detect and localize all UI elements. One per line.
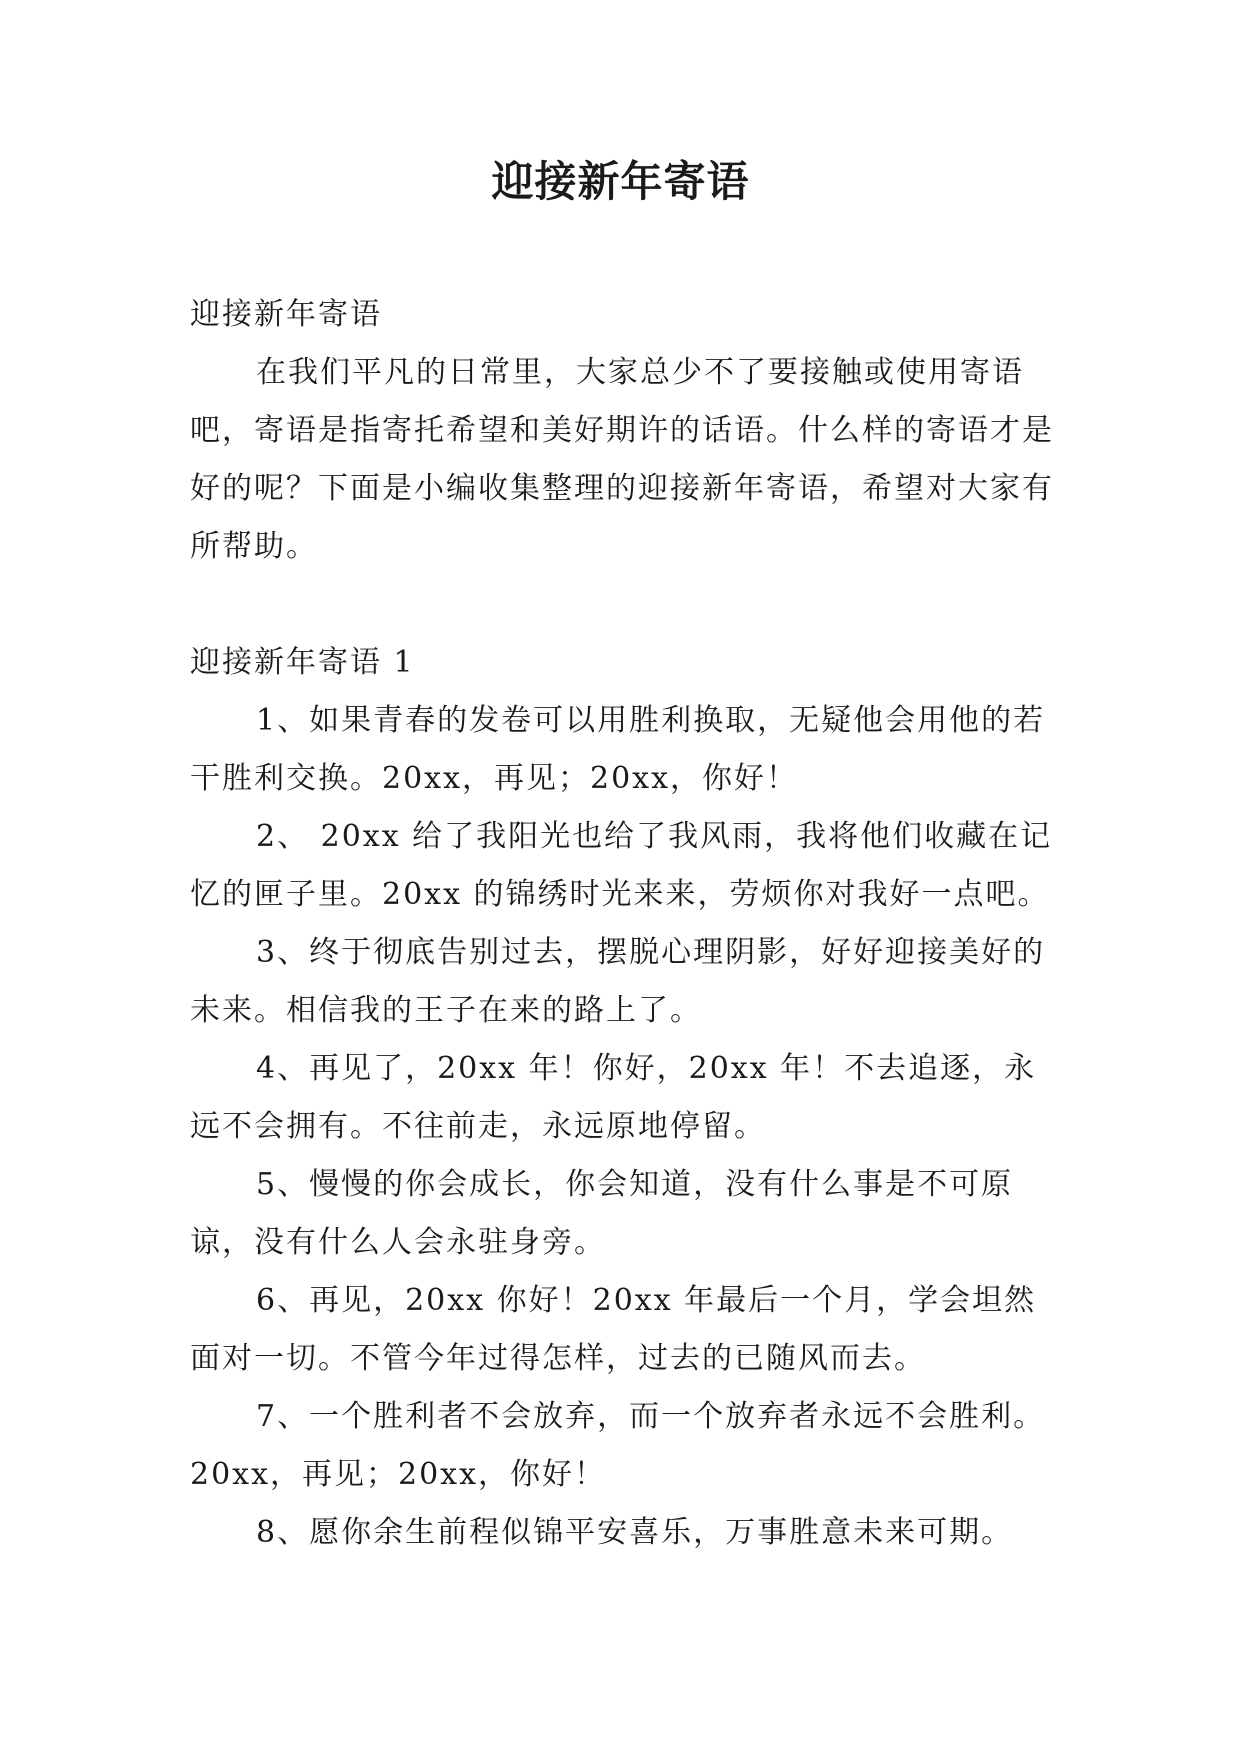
list-item: 2、 20xx 给了我阳光也给了我风雨，我将他们收藏在记忆的匣子里。20xx 的锦绣时光来来，劳烦你对我好一点吧。: [190, 819, 1053, 912]
document-title: 迎接新年寄语: [491, 157, 750, 206]
document-body: [190, 286, 1060, 1562]
list-item: 5、慢慢的你会成长，你会知道，没有什么事是不可原谅，没有什么人会永驻身旁。: [190, 1167, 1014, 1260]
list-item: 7、一个胜利者不会放弃，而一个放弃者永远不会胜利。20xx，再见；20xx，你好！: [190, 1399, 1046, 1492]
section-spacer: [190, 576, 1060, 634]
list-item: 8、愿你余生前程似锦平安喜乐，万事胜意未来可期。: [256, 1515, 1014, 1550]
section-heading: 迎接新年寄语 1: [190, 645, 415, 680]
list-item: 1、如果青春的发卷可以用胜利换取，无疑他会用他的若干胜利交换。20xx，再见；20xx，你好！: [190, 703, 1046, 796]
list-item: 3、终于彻底告别过去，摆脱心理阴影，好好迎接美好的未来。相信我的王子在来的路上了。: [190, 935, 1046, 1028]
subtitle: 迎接新年寄语: [190, 297, 382, 332]
list-item: 4、再见了，20xx 年！你好，20xx 年！不去追逐，永远不会拥有。不往前走，永远原地停留。: [190, 1051, 1037, 1144]
intro-paragraph: 在我们平凡的日常里，大家总少不了要接触或使用寄语吧，寄语是指寄托希望和美好期许的话语。什么样的寄语才是好的呢？下面是小编收集整理的迎接新年寄语，希望对大家有所帮助。: [190, 355, 1054, 564]
list-item: 6、再见，20xx 你好！20xx 年最后一个月，学会坦然面对一切。不管今年过得怎样，过去的已随风而去。: [190, 1283, 1037, 1376]
